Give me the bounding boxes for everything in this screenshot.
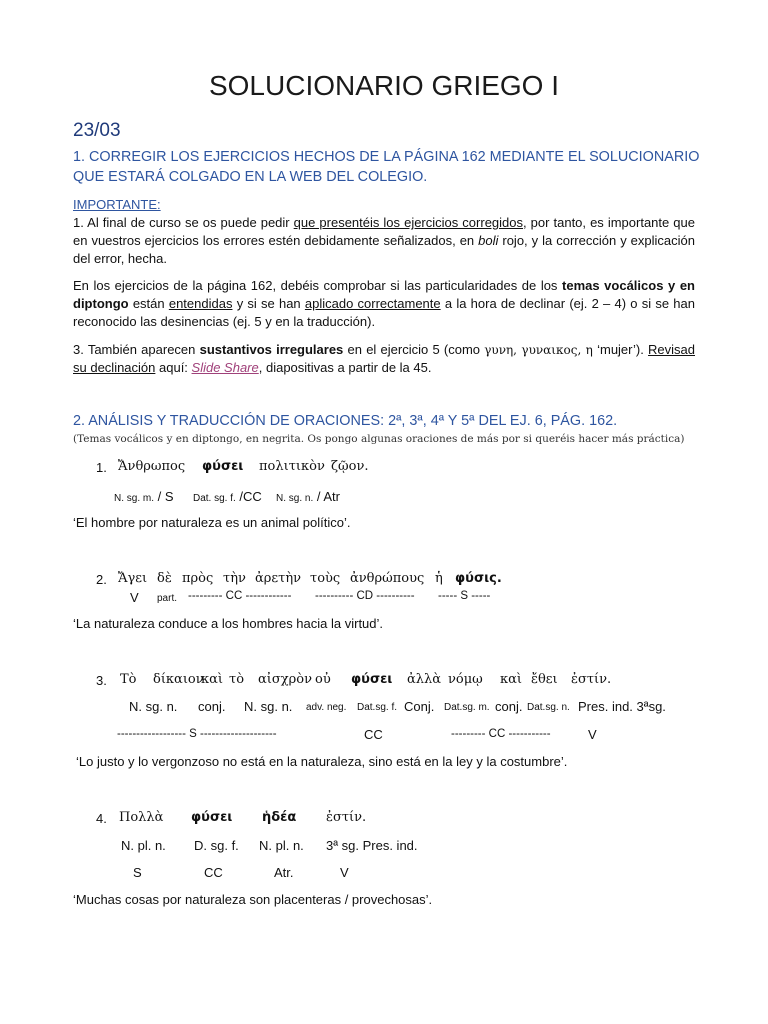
analysis: conj.	[198, 699, 226, 714]
greek-word: φύσει	[191, 810, 233, 825]
analysis: ----- S -----	[438, 590, 491, 602]
section-heading-2: 2. ANÁLISIS Y TRADUCCIÓN DE ORACIONES: 2ª, 3ª, 4ª Y 5ª DEL EJ. 6, PÁG. 162.	[73, 413, 618, 429]
greek-word: φύσει	[351, 672, 393, 687]
greek-word: φύσις.	[455, 571, 502, 586]
section-heading-1: 1. CORREGIR LOS EJERCICIOS HECHOS DE LA PÁGINA 162 MEDIANTE EL SOLUCIONARIO QUE ESTARÁ COLGADO EN LA WEB DEL COLEGIO.	[73, 149, 700, 185]
greek-word: αἰσχρὸν	[258, 672, 312, 687]
greek-word: δίκαιον	[153, 672, 204, 687]
function: CC	[204, 865, 223, 880]
page-title: SOLUCIONARIO GRIEGO I	[208, 70, 560, 101]
analysis: 3ª sg. Pres. ind.	[326, 838, 418, 853]
analysis: Dat.sg. f.	[357, 702, 398, 713]
sentence-number: 4.	[96, 811, 107, 826]
greek-word: ἔθει	[531, 672, 558, 687]
greek-word: καὶ	[500, 672, 523, 687]
greek-word: Τὸ	[120, 672, 137, 687]
analysis: N. sg. m. / S	[114, 489, 174, 504]
analysis: Dat.sg. m.	[444, 702, 490, 713]
analysis: adv. neg.	[306, 702, 347, 713]
greek-word: ἀρετὴν	[255, 571, 302, 586]
analysis: N. sg. n.	[129, 699, 178, 714]
analysis: Dat. sg. f. /CC	[193, 489, 262, 504]
greek-word: φύσει	[202, 459, 244, 474]
paragraph-2: En los ejercicios de la página 162, debéis comprobar si las particularidades de los temas vocálicos y en diptongo están entendidas y si se han aplicado correctamente a la hora de declinar (ej. 2 – 4) o si se han reconocido las desinencias (ej. 5 y en la traducción).	[73, 278, 695, 329]
analysis: N. pl. n.	[259, 838, 304, 853]
function: Atr.	[274, 865, 294, 880]
analysis: conj.	[495, 699, 523, 714]
greek-word: ἐστίν.	[326, 810, 367, 825]
greek-word: ἀνθρώπους	[350, 571, 425, 586]
section-note: (Temas vocálicos y en diptongo, en negrita. Os pongo algunas oraciones de más por si queréis hacer más práctica)	[73, 433, 685, 445]
analysis: --------- CC ------------	[188, 590, 292, 602]
analysis: Dat.sg. n.	[527, 702, 570, 713]
translation: ‘Muchas cosas por naturaleza son placenteras / provechosas’.	[73, 892, 433, 907]
greek-word: ἡδέα	[262, 810, 297, 825]
analysis: N. sg. n.	[244, 699, 293, 714]
analysis: Conj.	[404, 699, 435, 714]
greek-word: τοὺς	[310, 571, 341, 586]
analysis: part.	[157, 593, 178, 604]
analysis: Pres. ind. 3ªsg.	[578, 699, 666, 714]
translation: ‘La naturaleza conduce a los hombres hacia la virtud’.	[73, 616, 384, 631]
greek-word: πρὸς	[182, 571, 214, 586]
sentence-number: 3.	[96, 673, 107, 688]
translation: ‘Lo justo y lo vergonzoso no está en la naturaleza, sino está en la ley y la costumbre’.	[76, 754, 568, 769]
function: V	[588, 727, 597, 742]
greek-word: τὸ	[229, 672, 245, 687]
greek-word: ἀλλὰ	[407, 672, 442, 687]
sentence-number: 2.	[96, 572, 107, 587]
analysis: D. sg. f.	[194, 838, 239, 853]
greek-word: νόμῳ	[448, 672, 483, 687]
analysis: V	[130, 590, 139, 605]
function: --------- CC -----------	[451, 728, 551, 740]
paragraph-3: 3. También aparecen sustantivos irregulares en el ejercicio 5 (como γυνη, γυναικος, η ‘mujer’). Revisad su declinación aquí: Slide Share, diapositivas a partir de la 45.	[73, 342, 695, 375]
function: ------------------ S --------------------	[117, 728, 277, 740]
date-heading: 23/03	[73, 120, 121, 141]
analysis: N. sg. n. / Atr	[276, 489, 340, 504]
slide-share-link[interactable]: Slide Share	[191, 360, 259, 375]
function: S	[133, 865, 142, 880]
greek-word: πολιτικὸν	[259, 459, 325, 474]
function: V	[340, 865, 349, 880]
important-label: IMPORTANTE:	[73, 197, 161, 212]
greek-word: Πολλὰ	[119, 810, 164, 825]
sentence-number: 1.	[96, 460, 107, 475]
greek-word: οὐ	[315, 672, 331, 687]
greek-word: Ἄνθρωπος	[118, 459, 186, 474]
greek-word: ζῷον.	[331, 459, 369, 474]
greek-word: δὲ	[157, 571, 172, 586]
analysis: N. pl. n.	[121, 838, 166, 853]
greek-word: ἐστίν.	[571, 672, 612, 687]
analysis: ---------- CD ----------	[315, 590, 415, 602]
greek-word: καὶ	[201, 672, 224, 687]
paragraph-1: 1. Al final de curso se os puede pedir que presentéis los ejercicios corregidos, por tanto, es importante que en vuestros ejercicios los errores estén debidamente señalizados, en boli rojo, y la corrección y explicación del error, hecha.	[73, 215, 695, 266]
translation: ‘El hombre por naturaleza es un animal político’.	[73, 515, 351, 530]
greek-word: Ἄγει	[118, 571, 148, 586]
greek-word: τὴν	[223, 571, 246, 586]
function: CC	[364, 727, 383, 742]
greek-word: ἡ	[435, 571, 443, 586]
